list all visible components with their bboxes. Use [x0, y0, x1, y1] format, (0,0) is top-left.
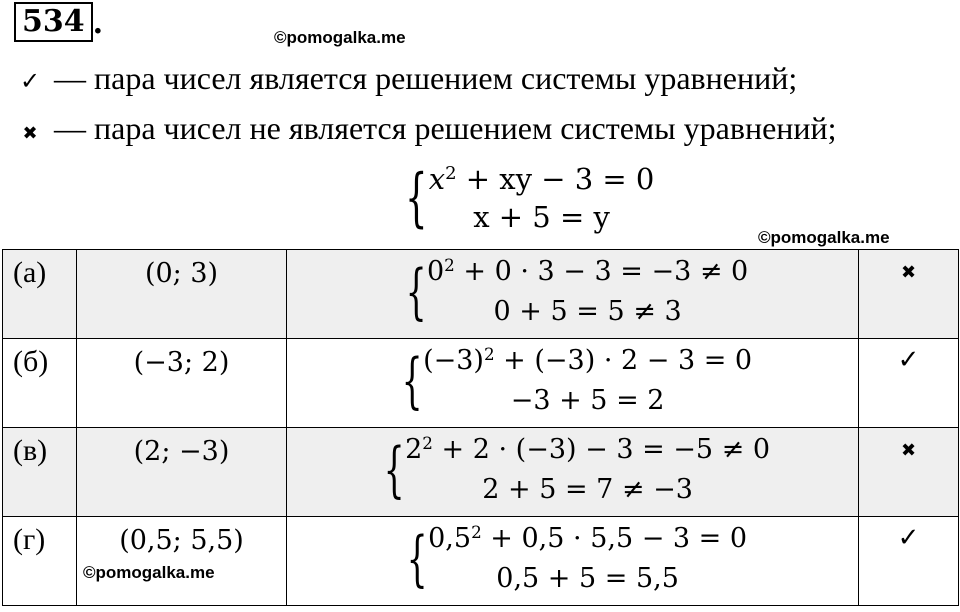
- watermark: ©pomogalka.me: [83, 563, 215, 582]
- check-equation-1: $0^2 + 0 \cdot 3 - 3 = -3 \ne 0$: [426, 254, 749, 287]
- cross-icon: ✖: [859, 428, 959, 517]
- check-equation-2: 2 + 5 = 7 ≠ −3: [482, 474, 693, 505]
- table-row: [3, 339, 959, 428]
- table-row: [3, 517, 959, 606]
- check-equation-2: 0 + 5 = 5 ≠ 3: [493, 296, 682, 327]
- system-brace: {: [401, 346, 423, 416]
- system-brace: {: [406, 524, 428, 594]
- check-icon: ✓: [19, 67, 41, 95]
- check-equation-1: $2^2 + 2 \cdot (-3) - 3 = -5 \ne 0$: [405, 432, 771, 465]
- number-pair: (−3; 2): [77, 339, 287, 428]
- check-equation-1: $(-3)^2 + (-3) \cdot 2 - 3 = 0$: [423, 343, 753, 376]
- solutions-table: [2, 249, 959, 606]
- number-pair: (0; 3): [77, 250, 287, 339]
- check-equation-2: 0,5 + 5 = 5,5: [496, 563, 679, 594]
- substitution-check: [287, 339, 859, 428]
- task-equation-1: $x^2$ + xy − 3 = 0: [428, 162, 655, 196]
- system-brace: {: [405, 257, 427, 327]
- number-pair: [77, 517, 287, 606]
- row-label: (в): [3, 428, 77, 517]
- substitution-check: [287, 250, 859, 339]
- table-row: [3, 428, 959, 517]
- check-icon: ✓: [859, 339, 959, 428]
- check-equation-2: −3 + 5 = 2: [510, 385, 665, 416]
- legend-solution: [14, 58, 797, 101]
- legend-solution-text: — пара чисел является решением системы уравнений;: [54, 60, 798, 96]
- problem-number-box: 534: [14, 2, 93, 42]
- number-pair: (2; −3): [77, 428, 287, 517]
- row-label: (а): [3, 250, 77, 339]
- cross-icon: ✖: [22, 123, 38, 144]
- problem-number: [14, 4, 103, 42]
- system-brace: {: [405, 161, 428, 235]
- check-equation-1: $0,5^2 + 0,5 \cdot 5,5 - 3 = 0$: [428, 521, 748, 554]
- cross-icon: ✖: [859, 250, 959, 339]
- problem-number-suffix: .: [92, 6, 104, 41]
- watermark: ©pomogalka.me: [758, 228, 890, 247]
- number-pair-value: (0,5; 5,5): [119, 525, 244, 556]
- watermark: ©pomogalka.me: [274, 28, 406, 47]
- row-label: (б): [3, 339, 77, 428]
- table-row: [3, 250, 959, 339]
- system-brace: {: [383, 435, 405, 505]
- task-equation-system: [396, 160, 654, 236]
- legend-non-solution-text: — пара чисел не является решением системы уравнений;: [54, 110, 837, 146]
- task-equation-2: x + 5 = y: [473, 200, 610, 234]
- check-icon: ✓: [859, 517, 959, 606]
- substitution-check: [287, 517, 859, 606]
- substitution-check: [287, 428, 859, 517]
- row-label: (г): [3, 517, 77, 606]
- legend-non-solution: [14, 108, 837, 154]
